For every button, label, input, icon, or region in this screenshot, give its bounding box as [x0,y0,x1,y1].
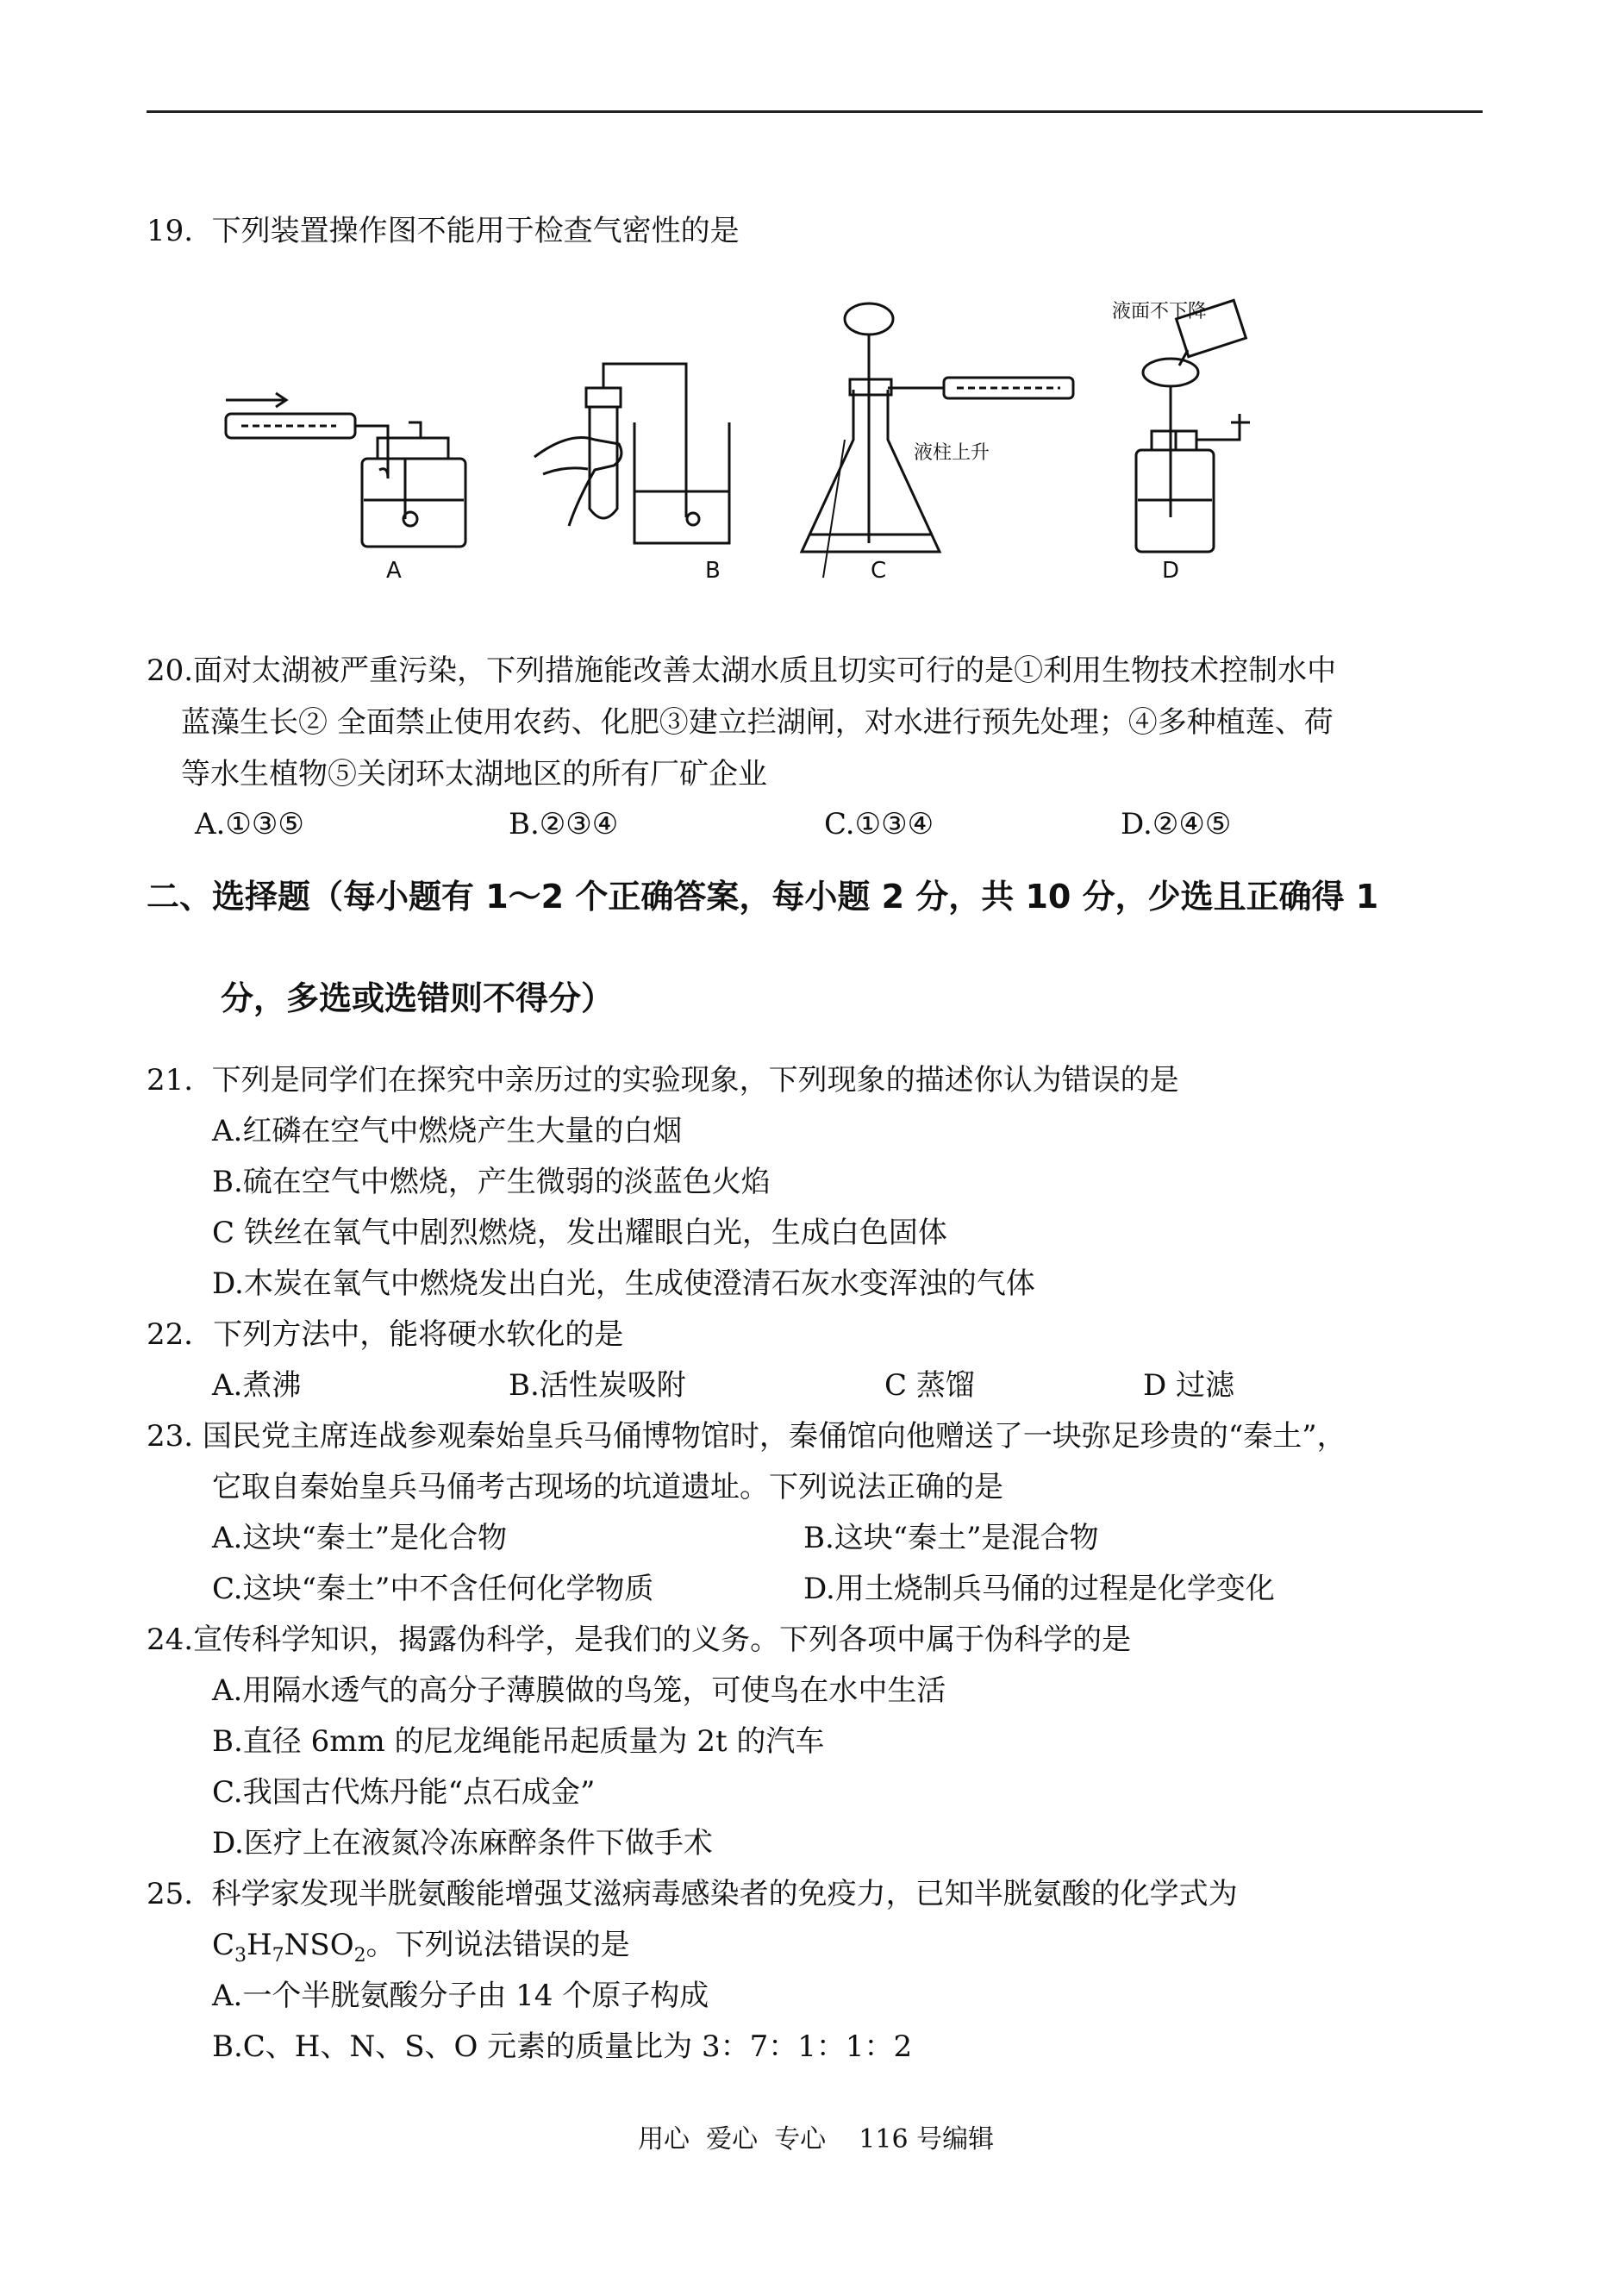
formula-sub-2: 2 [353,1944,366,1967]
q23-line2: 它取自秦始皇兵马俑考古现场的坑道遗址。下列说法正确的是 [212,1470,1003,1504]
q23-option-c: C.这块“秦土”中不含任何化学物质 [212,1572,654,1606]
q22-option-a: A.煮沸 [212,1368,302,1403]
q25-line2-rest: 。下列说法错误的是 [365,1928,630,1962]
q25-line1: 25. 科学家发现半胱氨酸能增强艾滋病毒感染者的免疫力，已知半胱氨酸的化学式为 [147,1877,1238,1911]
q23-option-a: A.这块“秦土”是化合物 [212,1521,508,1555]
q21-stem: 21. 下列是同学们在探究中亲历过的实验现象，下列现象的描述你认为错误的是 [147,1063,1179,1097]
apparatus-a [226,393,465,547]
apparatus-b [534,364,729,543]
apparatus-c [802,303,1073,578]
q21-option-c: C 铁丝在氧气中剧烈燃烧，发出耀眼白光，生成白色固体 [212,1216,947,1250]
q23-option-b: B.这块“秦土”是混合物 [803,1521,1099,1555]
q21-option-d: D.木炭在氧气中燃烧发出白光，生成使澄清石灰水变浑浊的气体 [212,1266,1035,1301]
q20-option-d: D.②④⑤ [1121,807,1232,841]
q20-option-a: A.①③⑤ [195,807,304,841]
q22-option-b: B.活性炭吸附 [509,1368,686,1403]
fig-label-a: A [386,558,402,584]
q20-line3: 等水生植物⑤关闭环太湖地区的所有厂矿企业 [181,757,767,791]
q19-stem: 19. 下列装置操作图不能用于检查气密性的是 [147,214,740,248]
q23-option-d: D.用土烧制兵马俑的过程是化学变化 [803,1572,1275,1606]
q24-option-c: C.我国古代炼丹能“点石成金” [212,1775,596,1810]
q25-line2 [212,1928,630,1973]
fig-label-c: C [871,558,887,584]
annot-d: 液面不下降 [1112,301,1208,322]
fig-label-b: B [705,558,721,584]
q20-line2: 蓝藻生长② 全面禁止使用农药、化肥③建立拦湖闸，对水进行预先处理；④多种植莲、荷 [181,705,1334,740]
q25-option-b: B.C、H、N、S、O 元素的质量比为 3：7：1：1：2 [212,2029,913,2064]
q20-option-b: B.②③④ [509,807,619,841]
formula-c: C [212,1928,235,1962]
q22-stem: 22．下列方法中，能将硬水软化的是 [147,1317,624,1352]
q24-option-b: B.直径 6mm 的尼龙绳能吊起质量为 2t 的汽车 [212,1724,825,1759]
q25-option-a: A.一个半胱氨酸分子由 14 个原子构成 [212,1979,709,2013]
fig-label-d: D [1162,558,1180,584]
page-footer: 用心 爱心 专心 116 号编辑 [638,2124,995,2154]
annot-c: 液柱上升 [914,442,990,464]
q21-option-b: B.硫在空气中燃烧，产生微弱的淡蓝色火焰 [212,1165,771,1199]
q23-line1: 23. 国民党主席连战参观秦始皇兵马俑博物馆时，秦俑馆向他赠送了一块弥足珍贵的“秦土”， [147,1419,1346,1454]
q22-option-c: C 蒸馏 [884,1368,975,1403]
section2-heading-line2: 分，多选或选错则不得分） [221,979,615,1017]
q20-line1: 20.面对太湖被严重污染，下列措施能改善太湖水质且切实可行的是①利用生物技术控制水中 [147,653,1337,688]
section2-heading-line1: 二、选择题（每小题有 1～2 个正确答案，每小题 2 分，共 10 分，少选且正确得 1 [147,878,1379,916]
formula-nso: NSO [284,1928,354,1962]
apparatus-d [1136,300,1250,552]
q19-figure [207,293,1396,586]
formula-sub-3: 3 [234,1944,247,1967]
q21-option-a: A.红磷在空气中燃烧产生大量的白烟 [212,1114,683,1148]
q20-option-c: C.①③④ [824,807,934,841]
formula-sub-7: 7 [272,1944,284,1967]
formula-h: H [247,1928,272,1962]
header-rule [147,110,1483,113]
q24-option-a: A.用隔水透气的高分子薄膜做的鸟笼，可使鸟在水中生活 [212,1673,946,1708]
q22-option-d: D 过滤 [1143,1368,1235,1403]
q24-stem: 24.宣传科学知识，揭露伪科学，是我们的义务。下列各项中属于伪科学的是 [147,1623,1132,1657]
q24-option-d: D.医疗上在液氮冷冻麻醉条件下做手术 [212,1826,713,1860]
